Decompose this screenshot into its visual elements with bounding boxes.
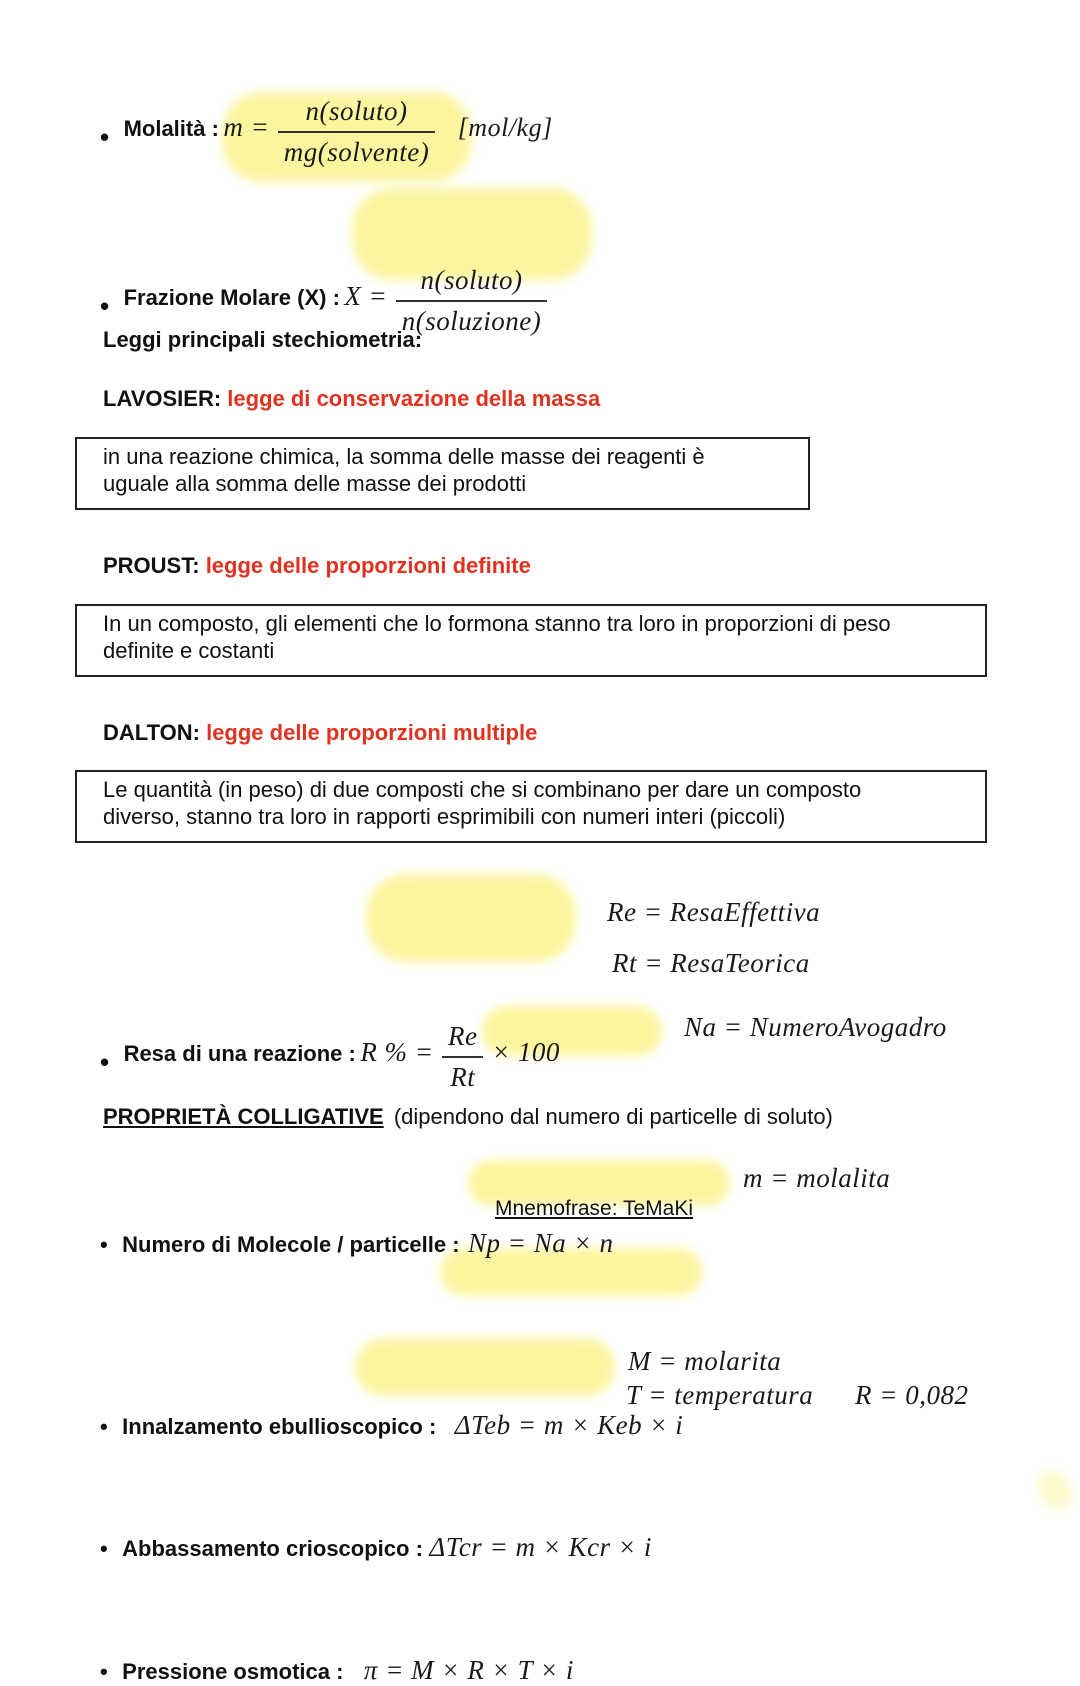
molalita-label: Molalità :	[123, 116, 219, 142]
molalita-fraction	[278, 96, 435, 168]
frazione-lhs: X =	[344, 281, 388, 312]
proust-text-line2: definite e costanti	[103, 638, 275, 663]
leggi-title: Leggi principali stechiometria:	[103, 327, 423, 352]
crio-row	[100, 1532, 1080, 1563]
proust-box	[75, 604, 987, 677]
lavoisier-law: legge di conservazione della massa	[227, 386, 601, 411]
dalton-text-line2: diverso, stanno tra loro in rapporti esprimibili con numeri interi (piccoli)	[103, 804, 786, 829]
dalton-heading	[103, 720, 537, 746]
frazione-row	[100, 265, 1080, 337]
resa-def1: Re = ResaEffettiva	[607, 897, 821, 927]
dalton-box	[75, 770, 987, 843]
lavoisier-box	[75, 437, 810, 510]
bullet: •	[100, 1414, 108, 1439]
frazione-numerator: n(soluto)	[420, 265, 523, 295]
resa-numerator: Re	[447, 1021, 478, 1051]
osmotica-label: Pressione osmotica :	[122, 1659, 344, 1684]
frazione-denominator: n(soluzione)	[401, 306, 542, 336]
highlight-resa	[366, 874, 576, 962]
proust-name: PROUST:	[103, 553, 200, 578]
proust-heading	[103, 553, 531, 579]
molecole-def: Na = NumeroAvogadro	[684, 1012, 947, 1042]
bullet: •	[100, 291, 110, 322]
bullet: •	[100, 1659, 108, 1684]
ebullio-mnemo: Mnemofrase: TeMaKi	[495, 1197, 694, 1220]
crio-formula: ΔTcr = m × Kcr × i	[429, 1532, 652, 1562]
dalton-text-line1: Le quantità (in peso) di due composti che si combinano per dare un composto	[103, 777, 862, 802]
frazione-fraction	[396, 265, 547, 337]
bullet: •	[100, 1232, 108, 1257]
highlight-osmotica	[355, 1338, 615, 1396]
ebullio-label: Innalzamento ebullioscopico :	[122, 1414, 437, 1439]
colligative-title: PROPRIETÀ COLLIGATIVE	[103, 1104, 384, 1129]
molalita-numerator: n(soluto)	[305, 96, 408, 126]
osmotica-formula: π = M × R × T × i	[363, 1655, 574, 1685]
molalita-lhs: m =	[223, 112, 270, 143]
lavoisier-name: LAVOSIER:	[103, 386, 222, 411]
resa-lhs: R % =	[360, 1037, 434, 1068]
crio-label: Abbassamento crioscopico :	[122, 1536, 423, 1561]
resa-label: Resa di una reazione :	[123, 1041, 356, 1067]
osmotica-def3: R = 0,082	[855, 1380, 969, 1410]
molecole-row	[100, 1228, 1080, 1259]
resa-fraction	[442, 1021, 483, 1093]
molalita-row	[100, 96, 1080, 168]
lavoisier-heading	[103, 386, 600, 412]
osmotica-def2: T = temperatura	[626, 1380, 814, 1410]
proust-text-line1: In un composto, gli elementi che lo formona stanno tra loro in proporzioni di peso	[103, 611, 891, 636]
osmotica-row	[100, 1655, 1080, 1686]
highlight-corner-mark	[1032, 1465, 1078, 1515]
colligative-heading	[103, 1104, 833, 1130]
molecole-formula: Np = Na × n	[468, 1228, 614, 1258]
osmotica-def1: M = molarita	[628, 1346, 782, 1376]
resa-times: × 100	[491, 1037, 560, 1068]
lavoisier-text-line1: in una reazione chimica, la somma delle masse dei reagenti è	[103, 444, 705, 469]
ebullio-row	[100, 1410, 1080, 1441]
resa-denominator: Rt	[450, 1062, 476, 1092]
colligative-subtitle: (dipendono dal numero di particelle di soluto)	[393, 1104, 833, 1129]
frazione-label: Frazione Molare (X) :	[123, 285, 340, 311]
molalita-denominator: mg(solvente)	[283, 137, 430, 167]
molecole-label: Numero di Molecole / particelle :	[122, 1232, 460, 1257]
resa-def2: Rt = ResaTeorica	[612, 948, 810, 978]
bullet: •	[100, 1047, 110, 1078]
ebullio-formula: ΔTeb = m × Keb × i	[454, 1410, 684, 1440]
proust-law: legge delle proporzioni definite	[205, 553, 531, 578]
bullet: •	[100, 1536, 108, 1561]
dalton-law: legge delle proporzioni multiple	[206, 720, 538, 745]
lavoisier-text-line2: uguale alla somma delle masse dei prodotti	[103, 471, 527, 496]
ebullio-def: m = molalita	[743, 1163, 891, 1193]
molalita-unit: [mol/kg]	[457, 113, 553, 143]
resa-row	[100, 1021, 1080, 1093]
dalton-name: DALTON:	[103, 720, 200, 745]
bullet: •	[100, 122, 110, 153]
